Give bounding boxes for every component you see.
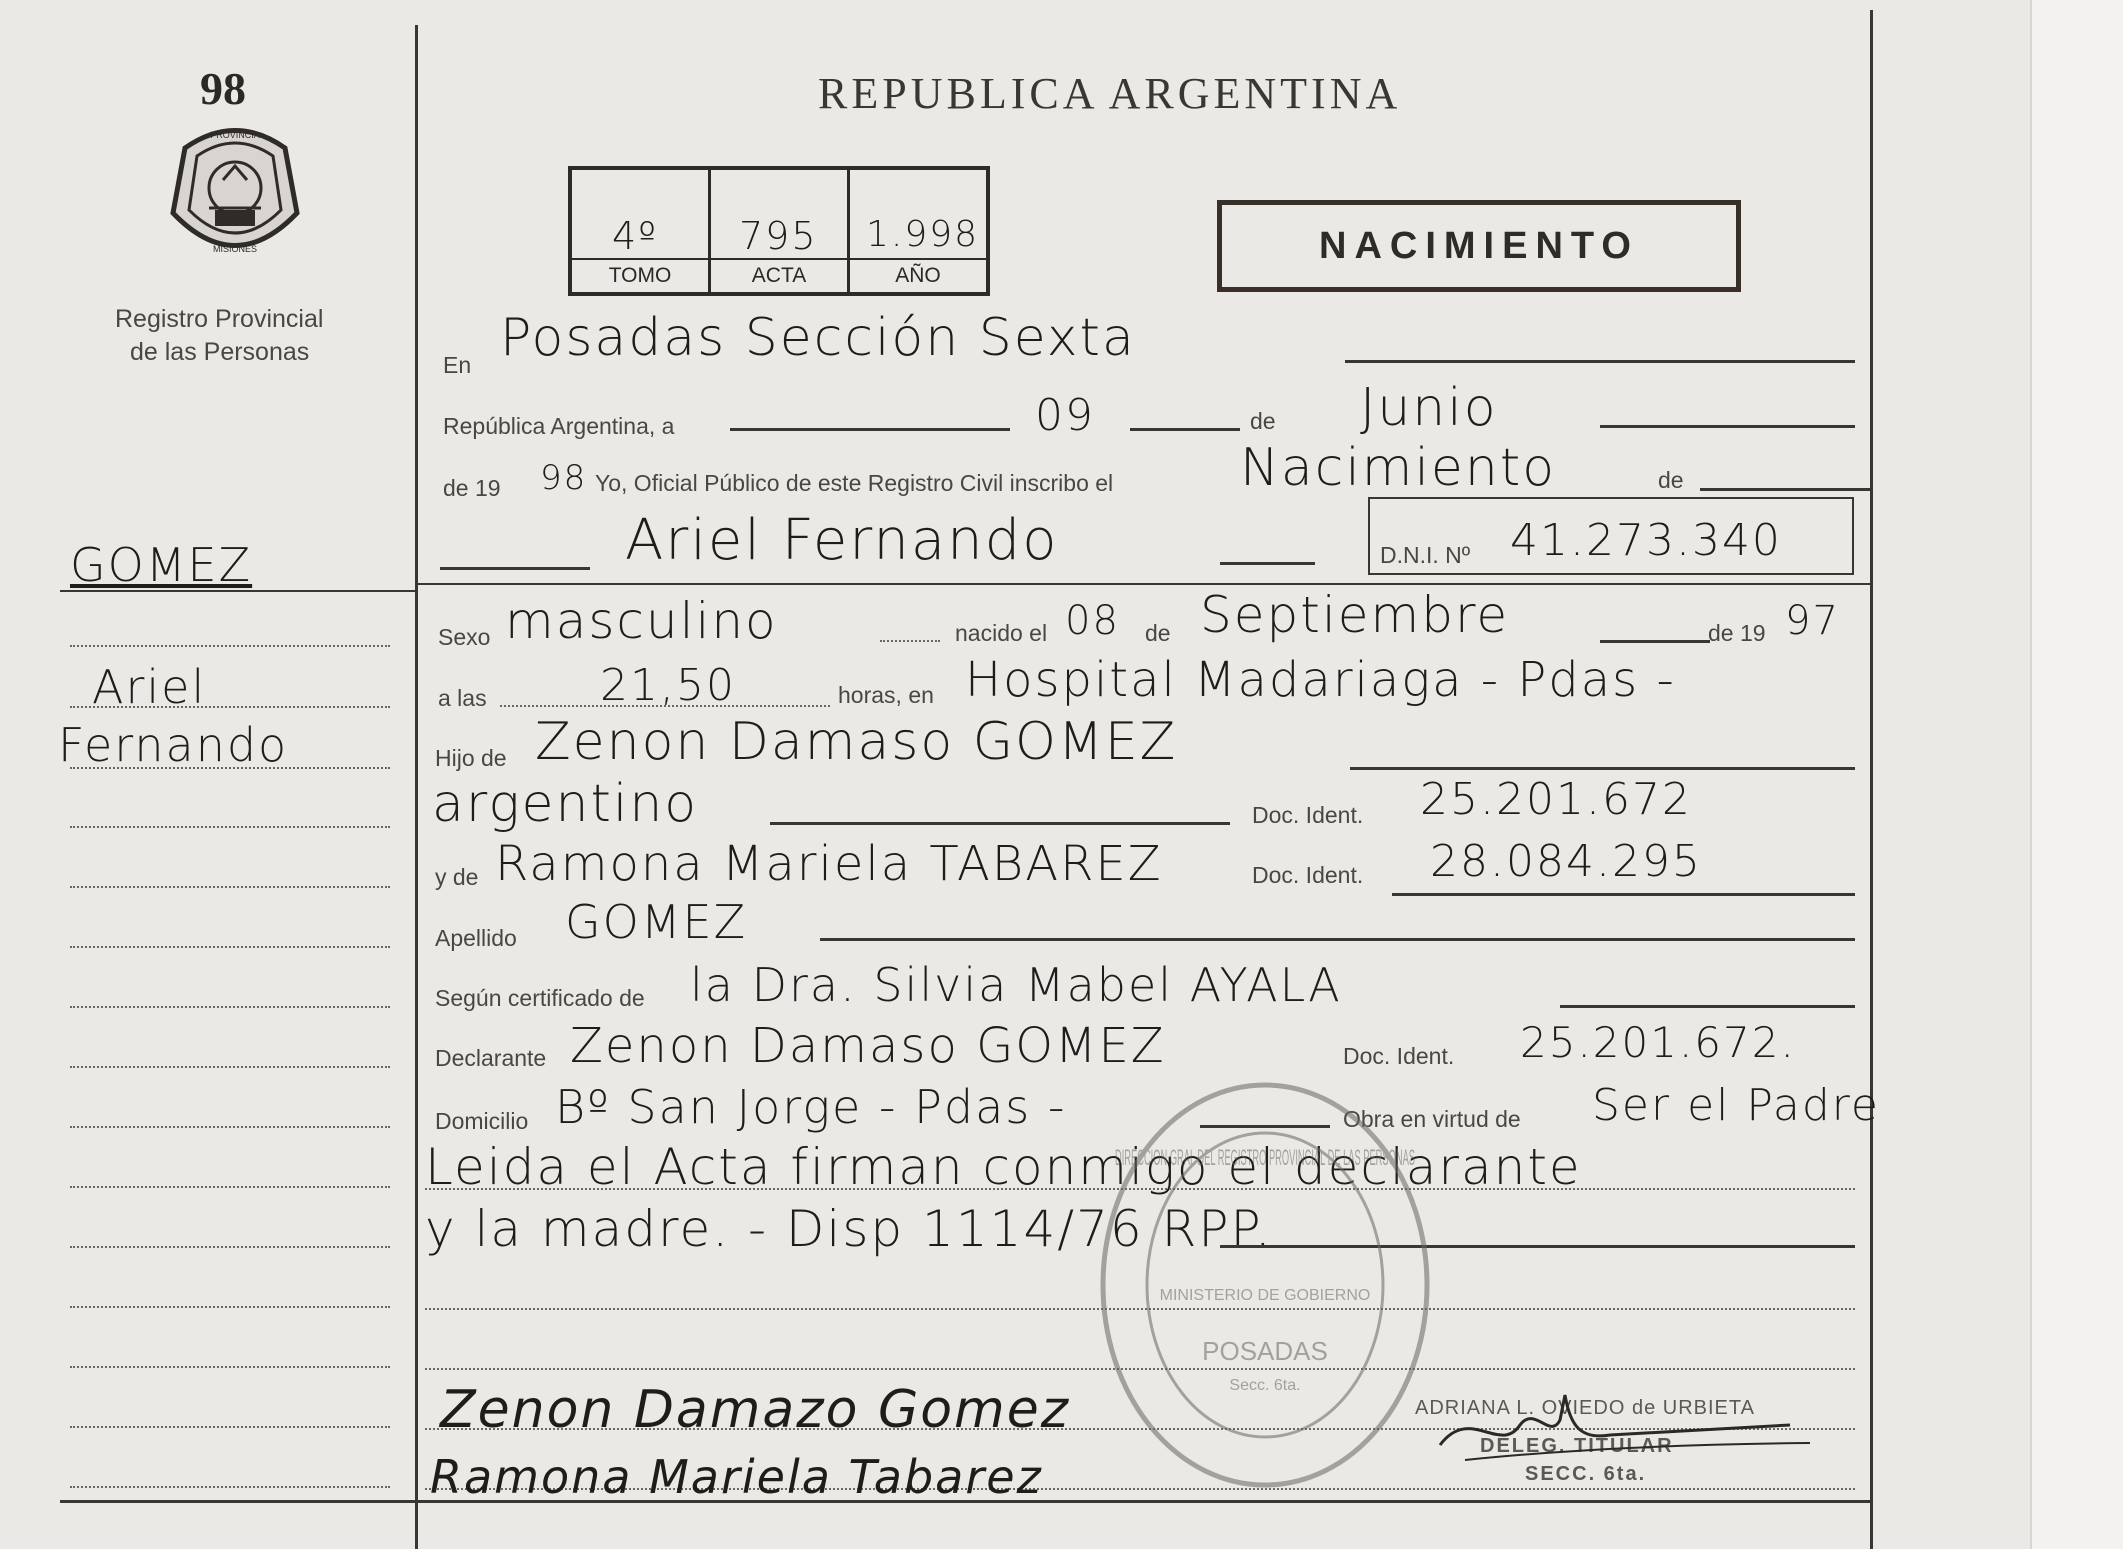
obra-value: Ser el Padre: [1592, 1080, 1880, 1131]
child-name: Ariel Fernando: [625, 508, 1059, 573]
birth-day: 08: [1065, 598, 1120, 644]
registry-name-line2: de las Personas: [130, 338, 310, 366]
label-doc-ident-father: Doc. Ident.: [1252, 802, 1364, 828]
margin-rule: [70, 886, 390, 888]
margin-rule: [70, 767, 390, 769]
birth-year: 97: [1785, 598, 1840, 644]
birth-place: Hospital Madariaga - Pdas -: [965, 652, 1676, 708]
margin-rule: [70, 1126, 390, 1128]
label-hijo-de: Hijo de: [435, 745, 507, 771]
right-border: [1870, 10, 1873, 1549]
official-title: DELEG. TITULAR: [1480, 1435, 1674, 1457]
official-name: ADRIANA L. OVIEDO de URBIETA: [1415, 1397, 1755, 1419]
label-en: En: [443, 352, 472, 378]
label-domicilio: Domicilio: [435, 1108, 529, 1134]
label-sexo: Sexo: [438, 624, 491, 650]
svg-text:MINISTERIO DE GOBIERNO: MINISTERIO DE GOBIERNO: [1159, 1287, 1371, 1304]
father-signature: Zenon Damazo Gomez: [440, 1380, 1070, 1440]
provincial-seal-icon: [165, 118, 305, 273]
label-de-3: de: [1145, 620, 1171, 646]
name-line-right: [1220, 562, 1315, 565]
month-line: [1600, 425, 1855, 428]
label-nacido: nacido el: [955, 620, 1048, 646]
day-line: [730, 428, 1010, 431]
declarant-name: Zenon Damaso GOMEZ: [570, 1018, 1166, 1074]
tomo-header: TOMO: [572, 258, 708, 292]
label-dni: D.N.I. Nº: [1380, 542, 1471, 568]
label-de-19: de 19: [443, 475, 501, 501]
official-section: SECC. 6ta.: [1525, 1463, 1647, 1485]
birth-month-line: [1600, 640, 1710, 643]
acta-value: 795: [739, 214, 818, 258]
svg-text:Secc. 6ta.: Secc. 6ta.: [1229, 1377, 1301, 1394]
acta-cell: [711, 170, 850, 292]
margin-rule: [70, 706, 390, 708]
label-doc-ident-declarant: Doc. Ident.: [1343, 1043, 1455, 1069]
label-yo-oficial: Yo, Oficial Público de este Registro Civil inscribo el: [595, 470, 1114, 496]
margin-rule: [70, 1366, 390, 1368]
margin-given-name-2: Fernando: [58, 718, 289, 772]
mother-doc-line: [1392, 893, 1855, 896]
father-line: [1350, 767, 1855, 770]
place-line: [1345, 360, 1855, 363]
margin-rule: [70, 1066, 390, 1068]
margin-rule: [70, 1306, 390, 1308]
acta-header: ACTA: [711, 258, 847, 292]
label-a-las: a las: [438, 685, 487, 711]
header-separator: [415, 583, 1870, 585]
certificate-line: [1560, 1005, 1855, 1008]
next-page-edge: [2030, 0, 2123, 1549]
child-dni: 41.273.340: [1510, 515, 1782, 566]
label-republica: República Argentina, a: [443, 413, 675, 439]
sex-value: masculino: [505, 592, 778, 650]
ano-header: AÑO: [850, 258, 986, 292]
label-de: de: [1250, 408, 1276, 434]
label-horas: horas, en: [838, 682, 934, 708]
mother-doc: 28.084.295: [1430, 836, 1702, 887]
margin-given-name-1: Ariel: [92, 660, 207, 714]
official-stamp: [1410, 1385, 1830, 1495]
margin-rule: [70, 946, 390, 948]
margin-rule: [70, 1486, 390, 1488]
surname-line: [820, 938, 1855, 941]
nationality-line: [770, 822, 1230, 825]
birth-hour: 21,50: [600, 660, 736, 711]
label-de-19-birth: de 19: [1708, 620, 1766, 646]
father-doc: 25.201.672: [1420, 774, 1692, 825]
mother-name: Ramona Mariela TABAREZ: [495, 836, 1163, 892]
mother-signature: Ramona Mariela Tabarez: [430, 1450, 1043, 1504]
label-de-2: de: [1658, 467, 1684, 493]
record-type: NACIMIENTO: [1319, 225, 1639, 267]
svg-text:DIRECCION GRAL DEL REGISTRO PR: DIRECCION GRAL DEL REGISTRO PROVINCIAL DE LAS PERSONAS: [1115, 1145, 1415, 1170]
registry-name-line1: Registro Provincial: [115, 305, 324, 333]
birth-month: Septiembre: [1200, 586, 1510, 644]
address-value: Bº San Jorge - Pdas -: [555, 1080, 1067, 1134]
reference-table: [568, 166, 990, 296]
registry-stamp: [1090, 1070, 1440, 1500]
record-type-box: [1217, 200, 1741, 292]
ano-value: 1.998: [866, 214, 980, 255]
name-line-left: [440, 567, 590, 570]
official-signature-icon: [1410, 1385, 1830, 1495]
note-line-2: y la madre. - Disp 1114/76 RPP.: [425, 1200, 1273, 1258]
country-title: REPUBLICA ARGENTINA: [818, 69, 1402, 118]
svg-text:PROVINCIA: PROVINCIA: [210, 130, 260, 140]
father-nationality: argentino: [432, 774, 699, 834]
label-doc-ident-mother: Doc. Ident.: [1252, 862, 1364, 888]
father-name: Zenon Damaso GOMEZ: [535, 712, 1178, 772]
book-number: 98: [200, 63, 246, 114]
ano-cell: [850, 170, 986, 292]
label-obra: Obra en virtud de: [1343, 1106, 1521, 1132]
label-apellido: Apellido: [435, 925, 517, 951]
inscribo-line: [1700, 488, 1870, 491]
registration-day: 09: [1035, 390, 1095, 441]
surname-value: GOMEZ: [565, 895, 748, 949]
birth-dots: [880, 640, 940, 642]
place-value: Posadas Sección Sexta: [500, 308, 1136, 368]
day-line-2: [1130, 428, 1240, 431]
margin-surname: GOMEZ: [70, 538, 253, 592]
tomo-cell: [572, 170, 711, 292]
label-segun-certificado: Según certificado de: [435, 985, 645, 1011]
svg-text:POSADAS: POSADAS: [1202, 1336, 1328, 1366]
margin-rule: [70, 1426, 390, 1428]
margin-rule: [70, 826, 390, 828]
registration-month: Junio: [1360, 378, 1498, 438]
margin-rule: [70, 1246, 390, 1248]
label-declarante: Declarante: [435, 1045, 547, 1071]
registration-year: 98: [540, 458, 588, 498]
svg-text:MISIONES: MISIONES: [212, 244, 258, 254]
inscribo-value: Nacimiento: [1240, 438, 1557, 498]
left-margin-divider: [415, 25, 418, 1549]
declarant-doc: 25.201.672.: [1520, 1018, 1796, 1067]
label-y-de: y de: [435, 864, 479, 890]
certificate-value: la Dra. Silvia Mabel AYALA: [690, 958, 1342, 1012]
note-line-1: Leida el Acta firman conmigo el declarante: [425, 1138, 1582, 1196]
tomo-value: 4º: [612, 214, 659, 258]
margin-rule: [70, 645, 390, 647]
margin-rule: [70, 1006, 390, 1008]
margin-rule: [70, 1186, 390, 1188]
